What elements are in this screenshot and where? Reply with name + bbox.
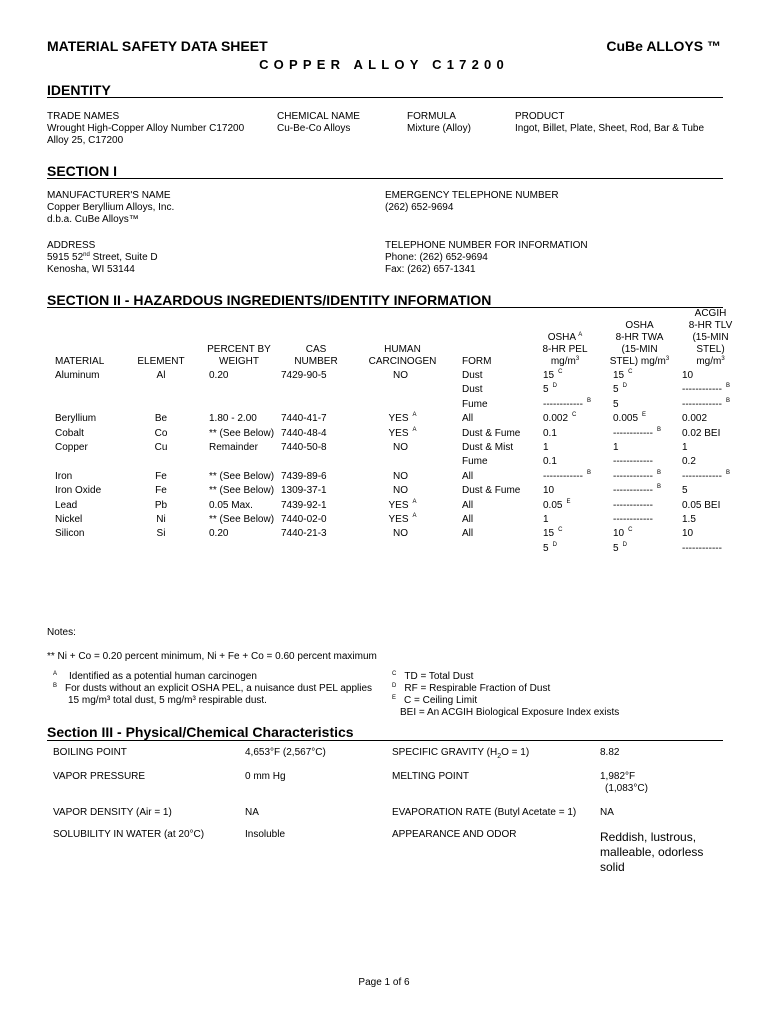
cell-pel: 0.05 $^E$	[543, 498, 571, 511]
table-row	[47, 470, 743, 484]
evaporation-label: EVAPORATION RATE (Butyl Acetate = 1)	[392, 807, 577, 818]
cell-pel: 15 $^C$	[543, 527, 563, 540]
cell-tlv: 10	[682, 528, 694, 540]
cell-form: Dust	[462, 384, 483, 396]
cell-twa: 0.005 $^E$	[613, 412, 647, 425]
cell-cas	[281, 383, 351, 397]
cell-carc: NO	[393, 470, 408, 482]
identity-block-chemical	[277, 111, 360, 135]
cell-percent: 1.80 - 2.00	[209, 413, 257, 425]
cell-twa: ------------ $^B$	[613, 469, 661, 482]
info-phone: Phone: (262) 652-9694	[385, 252, 488, 263]
cell-tlv: ------------ $^B$	[682, 383, 730, 396]
cell-cas: 7439-92-1	[281, 499, 327, 511]
cell-material: Iron	[55, 470, 73, 482]
section3-rule	[47, 740, 723, 741]
hazard-table	[47, 308, 743, 556]
boiling-value: 4,653°F (2,567°C)	[245, 747, 326, 758]
cell-percent	[197, 542, 281, 556]
emergency-number: (262) 652-9694	[385, 202, 454, 213]
cell-percent	[197, 455, 281, 469]
cell-twa: 5	[613, 398, 619, 410]
cell-material	[47, 455, 125, 469]
chemical-name-label: CHEMICAL NAME	[277, 111, 360, 122]
notes-label: Notes:	[47, 627, 76, 638]
table-row	[47, 499, 743, 513]
cell-element	[125, 398, 197, 412]
cell-carc: NO	[393, 370, 408, 381]
col-carcinogen: HUMAN CARCINOGEN	[368, 344, 437, 367]
table-row	[47, 513, 743, 527]
table-row	[47, 441, 743, 455]
boiling-label: BOILING POINT	[53, 747, 127, 758]
cell-cas: 7440-50-8	[281, 442, 327, 454]
cell-element: Pb	[154, 499, 168, 511]
melting-value: 1,982°F (1,083°C)	[600, 771, 648, 794]
product-title: COPPER ALLOY C17200	[259, 57, 509, 72]
cell-carc: YES $^A$	[388, 498, 417, 511]
cell-twa: ------------	[613, 514, 653, 526]
cell-twa: 5 $^D$	[613, 383, 627, 396]
cell-percent: ** (See Below)	[209, 427, 275, 439]
cell-cas: 7440-41-7	[281, 413, 327, 425]
cell-twa: 15 $^C$	[613, 369, 633, 381]
cell-twa: 10 $^C$	[613, 527, 633, 540]
note-b: $^B$ For dusts without an explicit OSHA PEL, a nuisance dust PEL applies	[53, 683, 373, 694]
vapor-density-value: NA	[245, 807, 259, 818]
cell-form: All	[462, 499, 474, 511]
note-a: $^A$ Identified as a potential human carcinogen	[53, 671, 257, 682]
cell-material	[47, 398, 125, 412]
emergency-label: EMERGENCY TELEPHONE NUMBER	[385, 190, 559, 201]
note-d: $^D$ RF = Respirable Fraction of Dust	[392, 683, 551, 694]
cell-pel: 0.1	[543, 456, 557, 468]
section1-heading: SECTION I	[47, 163, 118, 179]
table-row	[47, 542, 743, 556]
cell-element: Fe	[155, 485, 167, 497]
solubility-value: Insoluble	[245, 829, 286, 840]
col-element: ELEMENT	[137, 356, 185, 367]
cell-material: Copper	[55, 442, 88, 454]
table-row	[47, 398, 743, 412]
document-title: MATERIAL SAFETY DATA SHEET	[47, 38, 268, 54]
cell-element	[125, 455, 197, 469]
cell-carc	[351, 542, 454, 556]
cell-form: Dust & Fume	[462, 485, 521, 497]
cell-cas: 7440-21-3	[281, 528, 327, 540]
page-number: Page 1 of 6	[358, 977, 410, 988]
cell-carc: NO	[393, 485, 408, 497]
cell-tlv: 0.02 BEI	[682, 427, 721, 439]
melting-label: MELTING POINT	[392, 771, 470, 782]
vapor-pressure-value: 0 mm Hg	[245, 771, 286, 782]
note-bei: BEI = An ACGIH Biological Exposure Index exists	[400, 707, 620, 718]
identity-rule	[47, 97, 723, 98]
cell-percent: 0.20	[209, 370, 229, 381]
cell-material: Iron Oxide	[55, 485, 102, 497]
address-street-suffix: nd	[83, 252, 90, 258]
cell-cas	[281, 542, 351, 556]
cell-pel: 5 $^D$	[543, 541, 557, 554]
section1-rule	[47, 178, 723, 179]
cell-twa: ------------ $^B$	[613, 426, 661, 439]
address-label: ADDRESS	[47, 240, 96, 251]
table-row	[47, 455, 743, 469]
section2-heading: SECTION II - HAZARDOUS INGREDIENTS/IDENTITY INFORMATION	[47, 292, 492, 308]
identity-heading: IDENTITY	[47, 82, 111, 98]
cell-element: Fe	[155, 470, 167, 482]
address-street: 5915 52nd Street, Suite D	[47, 252, 158, 263]
cell-tlv: 5	[682, 485, 688, 497]
address-block	[47, 240, 158, 276]
gravity-label: SPECIFIC GRAVITY $(H_2O = 1)$	[392, 747, 530, 760]
info-fax: Fax: (262) 657-1341	[385, 264, 476, 275]
cell-percent: ** (See Below)	[209, 514, 275, 526]
appearance-label: APPEARANCE AND ODOR	[392, 829, 517, 840]
cell-pel: 0.1	[543, 427, 557, 439]
cell-tlv: 10	[682, 370, 694, 381]
hazard-body	[47, 369, 743, 556]
identity-block-formula	[407, 111, 471, 135]
col-form: FORM	[462, 356, 492, 367]
manufacturer-label: MANUFACTURER'S NAME	[47, 190, 171, 201]
evaporation-value: NA	[600, 807, 614, 818]
cell-cas: 7439-89-6	[281, 470, 327, 482]
note-e: $^E$ C = Ceiling Limit	[392, 695, 478, 706]
cell-material: Nickel	[55, 514, 83, 526]
col-acgih-tlv: ACGIH 8-HR TLV (15-MIN STEL) $mg/m^3$	[688, 308, 733, 367]
cell-cas: 7429-90-5	[281, 370, 327, 381]
cell-form: All	[462, 470, 474, 482]
cell-form: Fume	[462, 398, 488, 410]
trade-names-label: TRADE NAMES	[47, 111, 120, 122]
cell-carc: NO	[393, 442, 408, 454]
cell-pel: ------------ $^B$	[543, 469, 591, 482]
cell-percent: ** (See Below)	[209, 485, 275, 497]
trade-names-line1: Wrought High-Copper Alloy Number C17200	[47, 123, 245, 134]
cell-pel: 15 $^C$	[543, 369, 563, 381]
col-osha-pel: OSHA $^A$ 8-HR PEL $mg/m^3$	[542, 332, 588, 367]
cell-form: All	[462, 514, 474, 526]
brand-name: CuBe ALLOYS ™	[606, 38, 721, 54]
cell-tlv: 1	[682, 442, 688, 454]
cell-form: Dust & Fume	[462, 427, 521, 439]
cell-tlv: 0.05 BEI	[682, 499, 721, 511]
cell-twa: ------------ $^B$	[613, 484, 661, 497]
table-row	[47, 484, 743, 498]
cell-pel: 10	[543, 485, 555, 497]
note-c: $^C$ TD = Total Dust	[392, 671, 474, 682]
formula-value: Mixture (Alloy)	[407, 123, 471, 134]
cell-percent: 0.20	[209, 528, 229, 540]
cell-tlv: ------------	[682, 542, 722, 554]
cell-tlv: ------------ $^B$	[682, 397, 730, 410]
cell-cas: 7440-48-4	[281, 427, 327, 439]
col-material: MATERIAL	[55, 356, 105, 367]
cell-carc: YES $^A$	[388, 513, 417, 526]
info-label: TELEPHONE NUMBER FOR INFORMATION	[385, 240, 588, 251]
manufacturer-block	[47, 190, 174, 226]
cell-element: Be	[154, 413, 168, 425]
cell-form: Dust	[462, 370, 483, 381]
cell-percent	[197, 383, 281, 397]
chemical-name-value: Cu-Be-Co Alloys	[277, 123, 351, 134]
cell-pel: 1	[543, 514, 549, 526]
formula-label: FORMULA	[407, 111, 456, 122]
cell-twa: 5 $^D$	[613, 541, 627, 554]
notes-nico: ** Ni + Co = 0.20 percent minimum, Ni + Fe + Co = 0.60 percent maximum	[47, 651, 377, 662]
cell-tlv: 1.5	[682, 514, 696, 526]
cell-element: Co	[154, 427, 168, 439]
gravity-value: 8.82	[600, 747, 620, 758]
cell-material: Silicon	[55, 528, 85, 540]
cell-pel: ------------ $^B$	[543, 397, 591, 410]
vapor-density-label: VAPOR DENSITY (Air = 1)	[53, 807, 172, 818]
table-row	[47, 412, 743, 426]
cell-tlv: 0.002	[682, 413, 708, 425]
cell-material: Lead	[55, 499, 78, 511]
cell-material	[47, 542, 125, 556]
cell-material: Aluminum	[55, 370, 100, 381]
col-percent: PERCENT BY WEIGHT	[207, 344, 271, 367]
section3-heading: Section III - Physical/Chemical Characteristics	[47, 724, 354, 740]
cell-pel: 1	[543, 442, 549, 454]
cell-material: Cobalt	[55, 427, 84, 439]
cell-form: Fume	[462, 456, 488, 468]
vapor-pressure-label: VAPOR PRESSURE	[53, 771, 146, 782]
col-cas: CAS NUMBER	[294, 344, 338, 367]
cell-carc	[351, 398, 454, 412]
hazard-header-row	[47, 308, 743, 369]
trade-names-line2: Alloy 25, C17200	[47, 135, 124, 146]
identity-block-product	[515, 111, 704, 135]
cell-cas: 7440-02-0	[281, 514, 327, 526]
cell-form: All	[462, 413, 474, 425]
cell-percent	[197, 398, 281, 412]
info-block	[385, 240, 588, 276]
table-row	[47, 527, 743, 541]
product-label: PRODUCT	[515, 111, 565, 122]
col-osha-twa: OSHA 8-HR TWA (15-MIN STEL) $mg/m^3$	[609, 320, 670, 367]
cell-tlv: 0.2	[682, 456, 696, 468]
manufacturer-line2: d.b.a. CuBe Alloys™	[47, 214, 139, 225]
cell-element: Cu	[154, 442, 168, 454]
cell-element: Ni	[156, 514, 166, 526]
cell-percent: 0.05 Max.	[209, 499, 253, 511]
table-row	[47, 369, 743, 383]
cell-tlv: ------------ $^B$	[682, 469, 730, 482]
cell-cas	[281, 398, 351, 412]
cell-pel: 0.002 $^C$	[543, 412, 577, 425]
cell-carc: YES $^A$	[388, 412, 417, 425]
cell-twa: ------------	[613, 456, 653, 468]
cell-pel: 5 $^D$	[543, 383, 557, 396]
cell-material: Beryllium	[55, 413, 97, 425]
cell-form: Dust & Mist	[462, 442, 514, 454]
identity-block-trade-names	[47, 111, 244, 147]
product-value: Ingot, Billet, Plate, Sheet, Rod, Bar & Tube	[515, 123, 704, 134]
cell-carc: NO	[393, 528, 408, 540]
cell-element	[125, 383, 197, 397]
cell-carc	[351, 383, 454, 397]
manufacturer-line1: Copper Beryllium Alloys, Inc.	[47, 202, 175, 213]
emergency-block	[385, 190, 559, 214]
cell-carc: YES $^A$	[388, 426, 417, 439]
appearance-value: Reddish, lustrous, malleable, odorless solid	[600, 830, 704, 874]
cell-carc	[351, 455, 454, 469]
cell-percent: Remainder	[209, 442, 258, 454]
cell-form	[454, 542, 529, 556]
cell-percent: ** (See Below)	[209, 470, 275, 482]
cell-element: Al	[156, 370, 166, 381]
cell-form: All	[462, 528, 474, 540]
cell-material	[47, 383, 125, 397]
cell-element	[125, 542, 197, 556]
cell-element: Si	[156, 528, 166, 540]
note-b-line2: 15 mg/m³ total dust, 5 mg/m³ respirable dust.	[68, 695, 267, 706]
cell-twa: 1	[613, 442, 619, 454]
address-city: Kenosha, WI 53144	[47, 264, 135, 275]
table-row	[47, 427, 743, 441]
cell-twa: ------------	[613, 499, 653, 511]
table-row	[47, 383, 743, 397]
cell-cas	[281, 455, 351, 469]
solubility-label: SOLUBILITY IN WATER (at 20°C)	[53, 829, 205, 840]
cell-cas: 1309-37-1	[281, 485, 327, 497]
